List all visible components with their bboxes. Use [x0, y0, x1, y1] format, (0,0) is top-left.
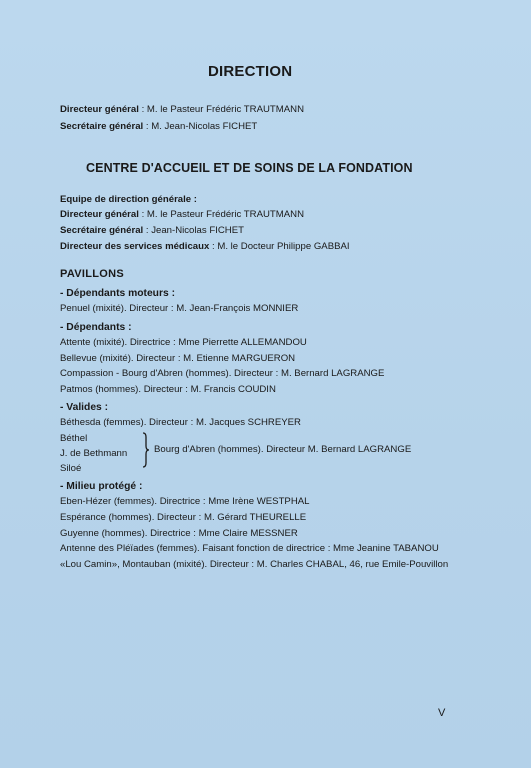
group-heading-dependants: - Dépendants : [60, 322, 132, 333]
list-item: «Lou Camin», Montauban (mixité). Directeur : M. Charles CHABAL, 46, rue Emile-Pouvillon [60, 559, 449, 570]
group-heading-moteurs: - Dépendants moteurs : [60, 288, 175, 299]
equipe-line-2 [60, 225, 244, 237]
braced-item: Béthel [60, 433, 88, 444]
centre-title: CENTRE D'ACCUEIL ET DE SOINS DE LA FONDATION [86, 161, 413, 175]
direction-label: Directeur général [60, 104, 139, 115]
equipe-value: : Jean-Nicolas FICHET [143, 225, 244, 236]
equipe-value: : M. le Docteur Philippe GABBAI [209, 241, 350, 252]
direction-label: Secrétaire général [60, 121, 144, 132]
list-item: Patmos (hommes). Directeur : M. Francis COUDIN [60, 384, 276, 395]
equipe-label: Directeur général [60, 209, 139, 220]
list-item: Espérance (hommes). Directeur : M. Gérard THEURELLE [60, 512, 307, 523]
list-item: Bellevue (mixité). Directeur : M. Etienne MARGUERON [60, 353, 296, 364]
equipe-heading: Equipe de direction générale : [60, 194, 198, 205]
list-item: Eben-Hézer (femmes). Directrice : Mme Irène WESTPHAL [60, 496, 310, 507]
direction-value: : M. le Pasteur Frédéric TRAUTMANN [138, 104, 305, 115]
group-heading-valides: - Valides : [60, 402, 109, 413]
equipe-label: Directeur des services médicaux [60, 241, 210, 252]
direction-line-2 [60, 121, 257, 133]
group-heading-protege: - Milieu protégé : [60, 481, 143, 492]
equipe-value: : M. le Pasteur Frédéric TRAUTMANN [138, 209, 305, 220]
list-item: Béthesda (femmes). Directeur : M. Jacques SCHREYER [60, 417, 301, 428]
braced-item: J. de Bethmann [60, 448, 128, 459]
list-item: Guyenne (hommes). Directrice : Mme Claire MESSNER [60, 528, 298, 539]
direction-line-1 [60, 104, 304, 116]
list-item: Antenne des Pléïades (femmes). Faisant fonction de directrice : Mme Jeanine TABANOU [60, 543, 439, 554]
list-item: Penuel (mixité). Directeur : M. Jean-François MONNIER [60, 303, 299, 314]
pavillons-heading: PAVILLONS [60, 268, 125, 280]
list-item: Compassion - Bourg d'Abren (hommes). Directeur : M. Bernard LAGRANGE [60, 368, 385, 379]
equipe-label: Secrétaire général [60, 225, 144, 236]
equipe-line-3 [60, 241, 350, 253]
list-item: Attente (mixité). Directrice : Mme Pierrette ALLEMANDOU [60, 337, 307, 348]
page-number: V [438, 707, 446, 719]
direction-value: : M. Jean-Nicolas FICHET [143, 121, 258, 132]
brace-text: Bourg d'Abren (hommes). Directeur M. Bernard LAGRANGE [154, 444, 412, 455]
equipe-line-1 [60, 209, 304, 221]
braced-item: Siloé [60, 463, 82, 474]
brace-symbol [141, 432, 151, 468]
page-title: DIRECTION [208, 63, 293, 80]
